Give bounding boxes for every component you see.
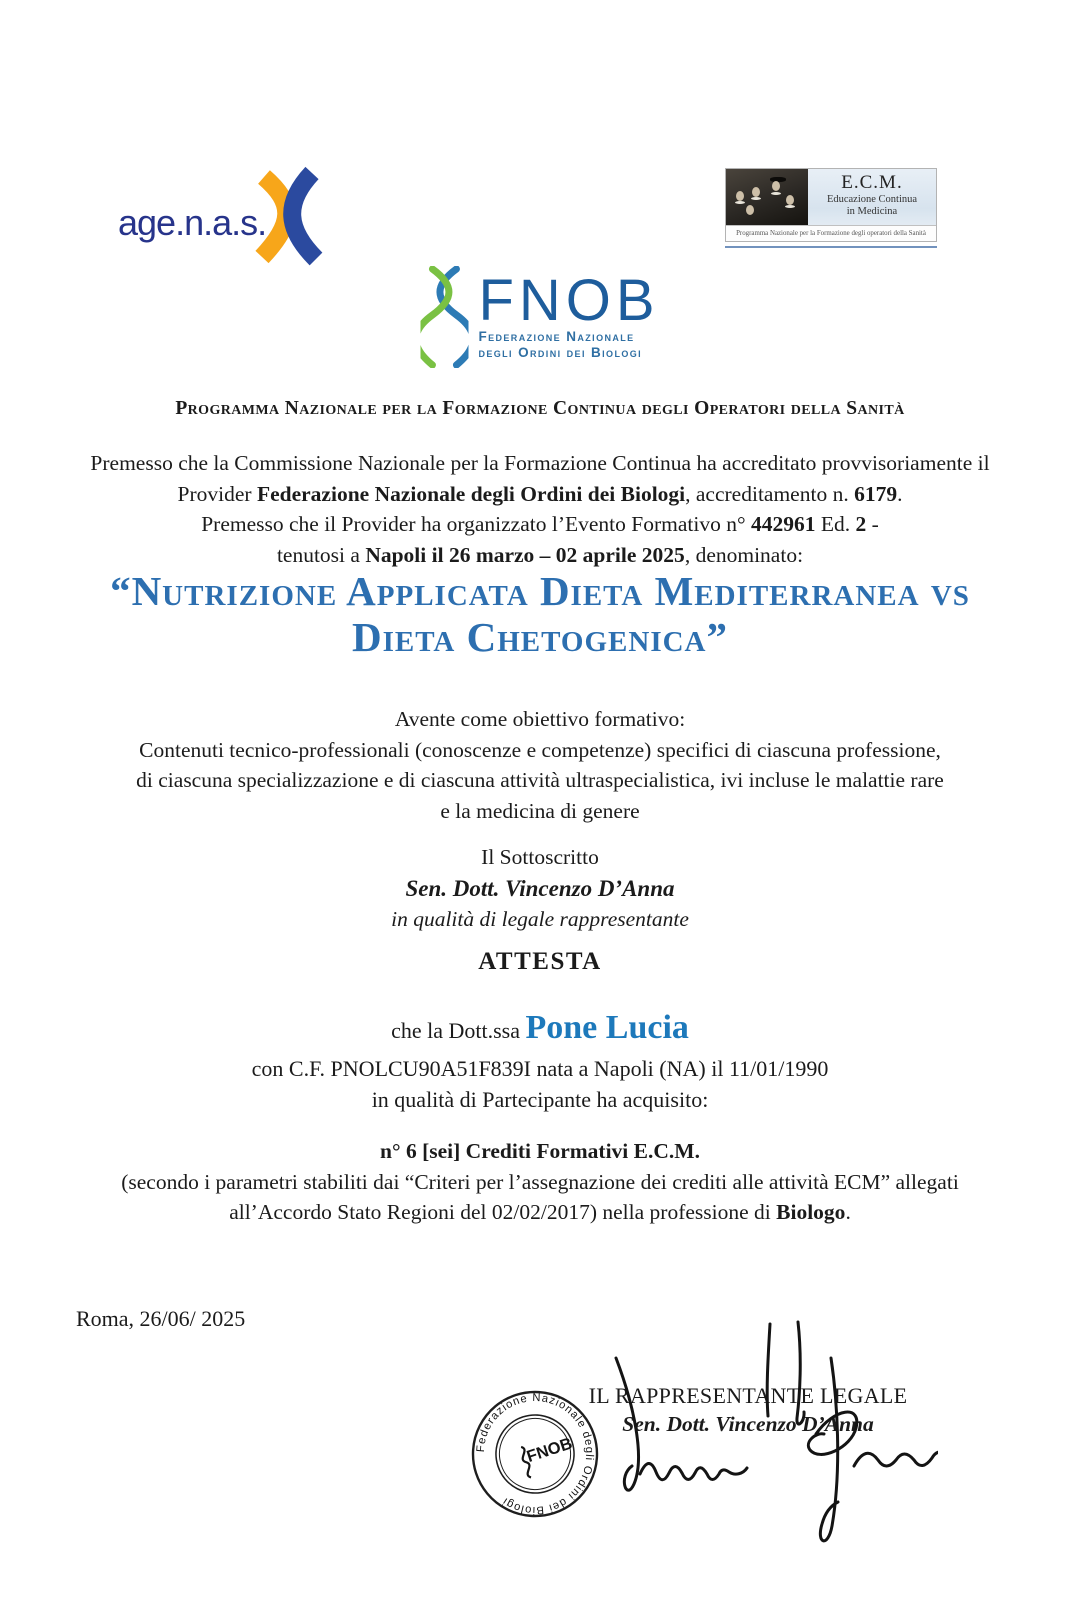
- fnob-subtitle-line2: degli Ordini dei Biologi: [478, 345, 643, 360]
- premise-paragraph-2: [64, 509, 1016, 540]
- fnob-subtitle-line1: Federazione Nazionale: [478, 329, 635, 344]
- fnob-helix-icon: [420, 266, 468, 368]
- participant-name: Pone Lucia: [525, 1009, 689, 1046]
- stamp-center-text: FNOB: [524, 1434, 575, 1467]
- credits-profession: Biologo: [776, 1200, 846, 1224]
- participant-name-line: [0, 1008, 1080, 1051]
- agenas-blue-arc: [292, 173, 316, 259]
- ecm-painting: [726, 169, 808, 225]
- place-date: Roma, 26/06/ 2025: [76, 1306, 246, 1331]
- undersigned-intro: Il Sottoscritto: [481, 845, 599, 869]
- fnob-logo: [420, 266, 659, 368]
- course-title-line2: Dieta Chetogenica”: [351, 614, 729, 660]
- objective-body: Contenuti tecnico-professionali (conoscenze e competenze) specifici di ciascuna professione, di ciascuna specializzazione e di ciascuna attività ultraspecialistica, ivi incluse le malattie rare e la medicina di genere: [136, 737, 944, 823]
- undersigned-block: [0, 842, 1080, 935]
- premise-2-end: -: [866, 512, 879, 536]
- legal-title: IL RAPPRESENTANTE LEGALE: [588, 1383, 908, 1408]
- ecm-title: E.C.M.: [841, 172, 903, 193]
- ecm-strip-text: Programma Nazionale per la Formazione degli operatori della Sanità: [726, 225, 936, 241]
- premise-block: [0, 448, 1080, 570]
- course-title-line1: “Nutrizione Applicata Dieta Mediterranea vs: [110, 568, 970, 614]
- participant-cf-line: con C.F. PNOLCU90A51F839I nata a Napoli (NA) il 11/01/1990: [251, 1056, 829, 1081]
- ecm-subtitle-line1: Educazione Continua: [826, 194, 918, 205]
- attesta-heading: ATTESTA: [478, 948, 602, 975]
- premise-2-text: Premesso che il Provider ha organizzato l’Evento Formativo n°: [201, 512, 751, 536]
- ecm-banner-box: [725, 168, 937, 242]
- credits-detail-end: .: [845, 1200, 851, 1224]
- premise-1-provider: Federazione Nazionale degli Ordini dei Biologi: [256, 481, 686, 506]
- premise-3-location-date: Napoli il 26 marzo – 02 aprile 2025: [365, 542, 685, 567]
- legal-name: Sen. Dott. Vincenzo D’Anna: [622, 1412, 874, 1436]
- credits-detail: [86, 1167, 994, 1228]
- stamp-ring-text: Federazione Nazionale degli Ordini dei Biologi: [474, 1391, 596, 1517]
- credits-detail-text: (secondo i parametri stabiliti dai “Criteri per l’assegnazione dei crediti alle attività ECM” allegati all’Accordo Stato Regioni del 02/02/2017) nella professione di: [121, 1169, 959, 1224]
- credits-block: [0, 1136, 1080, 1228]
- premise-2-edition: 2: [855, 512, 867, 536]
- premise-1-text: Premesso che la Commissione Nazionale per la Formazione Continua ha accreditato provvisoriamente il Provider: [90, 451, 990, 506]
- undersigned-role: in qualità di legale rappresentante: [391, 907, 689, 931]
- premise-2-mid: Ed.: [815, 512, 856, 536]
- agenas-logo: [112, 165, 337, 272]
- premise-paragraph-3: [64, 540, 1016, 571]
- credits-bold-line: n° 6 [sei] Crediti Formativi E.C.M.: [380, 1139, 700, 1163]
- premise-1-accreditation-number: 6179: [854, 481, 898, 506]
- undersigned-name: Sen. Dott. Vincenzo D’Anna: [405, 876, 675, 901]
- program-heading: Programma Nazionale per la Formazione Continua degli Operatori della Sanità: [175, 398, 905, 419]
- ecm-underline: [725, 246, 937, 248]
- signature-graphic: [588, 1318, 938, 1568]
- ecm-logo: [725, 168, 937, 248]
- participant-block: [0, 1008, 1080, 1115]
- premise-1-end: .: [897, 481, 903, 506]
- participant-role-line: in qualità di Partecipante ha acquisito:: [371, 1087, 709, 1112]
- fnob-acronym: FNOB: [478, 268, 660, 333]
- objective-intro: Avente come obiettivo formativo:: [394, 707, 686, 731]
- signature: [588, 1318, 938, 1573]
- premise-1-mid: , accreditamento n.: [685, 481, 855, 506]
- premise-3-end: , denominato:: [684, 542, 804, 567]
- premise-paragraph-1: [64, 448, 1016, 509]
- agenas-logo-graphic: [112, 165, 337, 267]
- participant-pre-text: che la Dott.ssa: [391, 1018, 526, 1043]
- agenas-wordmark: age.n.a.s.: [118, 202, 267, 243]
- premise-3-text: tenutosi a: [276, 542, 366, 567]
- ecm-subtitle-line2: in Medicina: [846, 206, 898, 217]
- premise-2-event-number: 442961: [750, 512, 816, 536]
- course-title: [0, 568, 1080, 660]
- objective-block: [0, 704, 1080, 826]
